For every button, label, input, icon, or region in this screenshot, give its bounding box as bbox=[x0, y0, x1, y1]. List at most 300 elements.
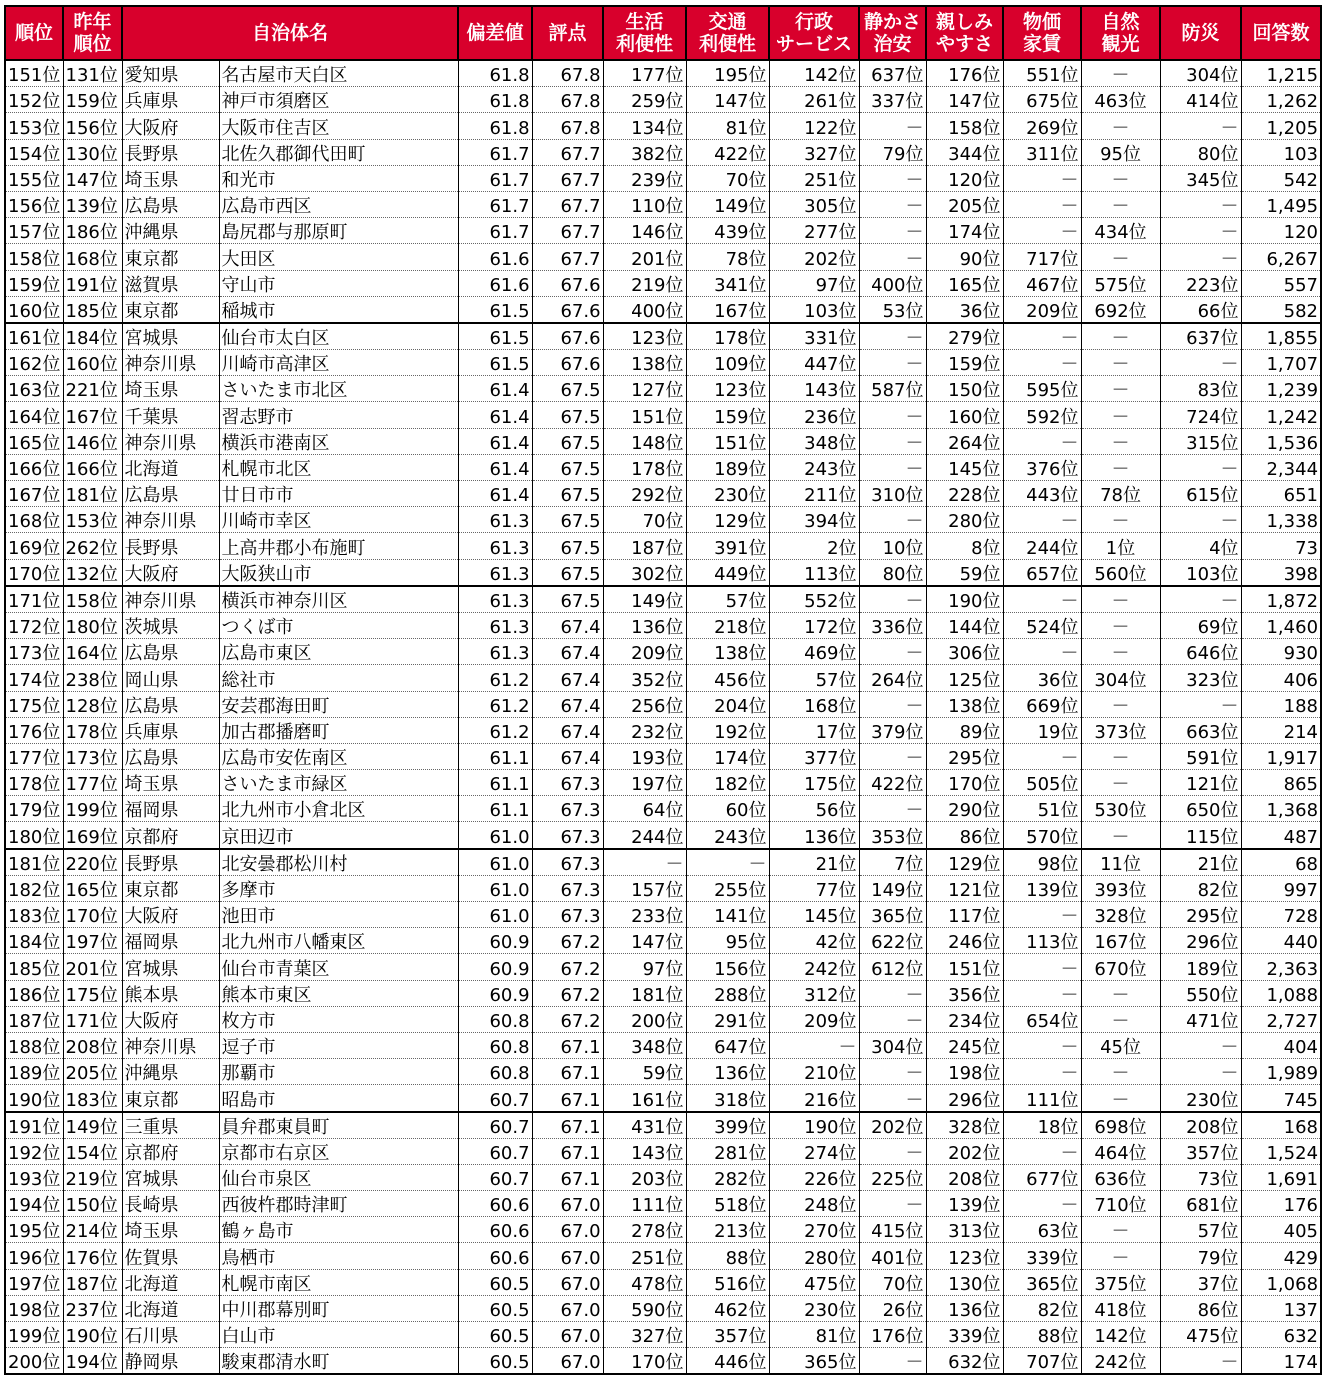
table-row bbox=[5, 296, 1321, 323]
cell-responses: 1,068 bbox=[1241, 1269, 1321, 1295]
table-row bbox=[5, 1138, 1321, 1164]
cell-living-convenience: 138位 bbox=[603, 350, 686, 376]
table-row bbox=[5, 796, 1321, 822]
cell-living-convenience: 157位 bbox=[603, 875, 686, 901]
cell-score: 67.4 bbox=[532, 612, 603, 638]
cell-admin-services: 251位 bbox=[769, 165, 859, 191]
cell-prev-rank: 160位 bbox=[63, 350, 122, 376]
cell-admin-services: － bbox=[769, 1032, 859, 1058]
cell-responses: 1,536 bbox=[1241, 428, 1321, 454]
cell-friendliness: 145位 bbox=[926, 454, 1003, 480]
cell-prices-rent: － bbox=[1003, 507, 1081, 533]
cell-quiet-safety: － bbox=[859, 691, 926, 717]
cell-municipality: 川崎市高津区 bbox=[219, 350, 458, 376]
cell-nature-tourism: － bbox=[1081, 376, 1160, 402]
cell-transport-convenience: 167位 bbox=[686, 296, 769, 323]
cell-quiet-safety: 379位 bbox=[859, 717, 926, 743]
cell-nature-tourism: 78位 bbox=[1081, 481, 1160, 507]
table-row bbox=[5, 139, 1321, 165]
cell-living-convenience: 110位 bbox=[603, 191, 686, 217]
cell-responses: 137 bbox=[1241, 1295, 1321, 1321]
cell-prev-rank: 178位 bbox=[63, 717, 122, 743]
cell-municipality: 広島市安佐南区 bbox=[219, 743, 458, 769]
cell-prev-rank: 197位 bbox=[63, 928, 122, 954]
cell-prev-rank: 131位 bbox=[63, 60, 122, 87]
cell-municipality: 広島市東区 bbox=[219, 639, 458, 665]
cell-admin-services: 57位 bbox=[769, 665, 859, 691]
cell-disaster-prevention: 223位 bbox=[1160, 270, 1241, 296]
cell-disaster-prevention: 66位 bbox=[1160, 296, 1241, 323]
cell-prices-rent: － bbox=[1003, 639, 1081, 665]
cell-prefecture: 神奈川県 bbox=[122, 1032, 219, 1058]
cell-prev-rank: 214位 bbox=[63, 1217, 122, 1243]
cell-prefecture: 神奈川県 bbox=[122, 586, 219, 613]
cell-friendliness: 190位 bbox=[926, 586, 1003, 613]
header-friendliness: 親しみ やすさ bbox=[926, 6, 1003, 60]
table-row bbox=[5, 165, 1321, 191]
cell-prev-rank: 175位 bbox=[63, 980, 122, 1006]
table-row bbox=[5, 691, 1321, 717]
cell-admin-services: 280位 bbox=[769, 1243, 859, 1269]
cell-rank: 200位 bbox=[5, 1348, 63, 1375]
cell-responses: 1,917 bbox=[1241, 743, 1321, 769]
cell-municipality: 枚方市 bbox=[219, 1006, 458, 1032]
cell-friendliness: 632位 bbox=[926, 1348, 1003, 1375]
cell-disaster-prevention: 86位 bbox=[1160, 1295, 1241, 1321]
cell-transport-convenience: 282位 bbox=[686, 1164, 769, 1190]
cell-responses: 1,691 bbox=[1241, 1164, 1321, 1190]
cell-prefecture: 神奈川県 bbox=[122, 507, 219, 533]
cell-admin-services: 242位 bbox=[769, 954, 859, 980]
cell-quiet-safety: 264位 bbox=[859, 665, 926, 691]
cell-nature-tourism: 698位 bbox=[1081, 1112, 1160, 1139]
cell-transport-convenience: 195位 bbox=[686, 60, 769, 87]
cell-score: 67.5 bbox=[532, 507, 603, 533]
cell-municipality: 総社市 bbox=[219, 665, 458, 691]
table-row bbox=[5, 902, 1321, 928]
cell-living-convenience: 327位 bbox=[603, 1322, 686, 1348]
cell-prices-rent: 19位 bbox=[1003, 717, 1081, 743]
cell-quiet-safety: 304位 bbox=[859, 1032, 926, 1058]
cell-friendliness: 246位 bbox=[926, 928, 1003, 954]
cell-friendliness: 295位 bbox=[926, 743, 1003, 769]
cell-disaster-prevention: 82位 bbox=[1160, 875, 1241, 901]
cell-prefecture: 宮城県 bbox=[122, 954, 219, 980]
cell-admin-services: 142位 bbox=[769, 60, 859, 87]
table-row bbox=[5, 507, 1321, 533]
cell-deviation: 60.6 bbox=[458, 1191, 532, 1217]
cell-municipality: 習志野市 bbox=[219, 402, 458, 428]
cell-municipality: さいたま市北区 bbox=[219, 376, 458, 402]
cell-quiet-safety: － bbox=[859, 113, 926, 139]
cell-prices-rent: 717位 bbox=[1003, 244, 1081, 270]
cell-prices-rent: 269位 bbox=[1003, 113, 1081, 139]
cell-nature-tourism: 560位 bbox=[1081, 559, 1160, 586]
cell-score: 67.5 bbox=[532, 533, 603, 559]
cell-prev-rank: 169位 bbox=[63, 822, 122, 849]
cell-prev-rank: 159位 bbox=[63, 87, 122, 113]
cell-nature-tourism: － bbox=[1081, 743, 1160, 769]
cell-disaster-prevention: 591位 bbox=[1160, 743, 1241, 769]
cell-prefecture: 広島県 bbox=[122, 481, 219, 507]
cell-quiet-safety: － bbox=[859, 586, 926, 613]
cell-responses: 1,262 bbox=[1241, 87, 1321, 113]
cell-deviation: 61.2 bbox=[458, 691, 532, 717]
cell-admin-services: 248位 bbox=[769, 1191, 859, 1217]
header-quiet-safety: 静かさ 治安 bbox=[859, 6, 926, 60]
cell-prev-rank: 191位 bbox=[63, 270, 122, 296]
cell-municipality: 大阪狭山市 bbox=[219, 559, 458, 586]
cell-responses: 1,242 bbox=[1241, 402, 1321, 428]
cell-quiet-safety: 415位 bbox=[859, 1217, 926, 1243]
cell-deviation: 61.6 bbox=[458, 270, 532, 296]
cell-transport-convenience: 129位 bbox=[686, 507, 769, 533]
cell-nature-tourism: － bbox=[1081, 612, 1160, 638]
cell-prices-rent: － bbox=[1003, 902, 1081, 928]
cell-admin-services: 136位 bbox=[769, 822, 859, 849]
cell-municipality: 北安曇郡松川村 bbox=[219, 849, 458, 876]
cell-prefecture: 北海道 bbox=[122, 1295, 219, 1321]
table-row bbox=[5, 1191, 1321, 1217]
header-deviation: 偏差値 bbox=[458, 6, 532, 60]
cell-living-convenience: 478位 bbox=[603, 1269, 686, 1295]
cell-deviation: 61.4 bbox=[458, 402, 532, 428]
cell-rank: 156位 bbox=[5, 191, 63, 217]
table-row bbox=[5, 849, 1321, 876]
cell-nature-tourism: 464位 bbox=[1081, 1138, 1160, 1164]
cell-admin-services: 202位 bbox=[769, 244, 859, 270]
cell-deviation: 61.0 bbox=[458, 902, 532, 928]
cell-quiet-safety: － bbox=[859, 1138, 926, 1164]
cell-living-convenience: 251位 bbox=[603, 1243, 686, 1269]
cell-transport-convenience: 174位 bbox=[686, 743, 769, 769]
cell-nature-tourism: － bbox=[1081, 822, 1160, 849]
cell-responses: 1,460 bbox=[1241, 612, 1321, 638]
cell-disaster-prevention: 115位 bbox=[1160, 822, 1241, 849]
table-row bbox=[5, 454, 1321, 480]
cell-transport-convenience: 456位 bbox=[686, 665, 769, 691]
cell-municipality: 鳥栖市 bbox=[219, 1243, 458, 1269]
cell-prices-rent: 376位 bbox=[1003, 454, 1081, 480]
cell-responses: 582 bbox=[1241, 296, 1321, 323]
cell-prev-rank: 190位 bbox=[63, 1322, 122, 1348]
cell-rank: 197位 bbox=[5, 1269, 63, 1295]
cell-municipality: 昭島市 bbox=[219, 1085, 458, 1112]
cell-prefecture: 北海道 bbox=[122, 1269, 219, 1295]
header-nature-tourism: 自然 観光 bbox=[1081, 6, 1160, 60]
cell-prices-rent: 524位 bbox=[1003, 612, 1081, 638]
cell-transport-convenience: 281位 bbox=[686, 1138, 769, 1164]
cell-admin-services: 394位 bbox=[769, 507, 859, 533]
cell-nature-tourism: 95位 bbox=[1081, 139, 1160, 165]
table-row bbox=[5, 743, 1321, 769]
cell-score: 67.7 bbox=[532, 191, 603, 217]
cell-disaster-prevention: 37位 bbox=[1160, 1269, 1241, 1295]
cell-quiet-safety: 70位 bbox=[859, 1269, 926, 1295]
cell-disaster-prevention: 615位 bbox=[1160, 481, 1241, 507]
cell-deviation: 60.8 bbox=[458, 1059, 532, 1085]
cell-rank: 188位 bbox=[5, 1032, 63, 1058]
cell-transport-convenience: 81位 bbox=[686, 113, 769, 139]
cell-admin-services: 211位 bbox=[769, 481, 859, 507]
cell-rank: 151位 bbox=[5, 60, 63, 87]
cell-quiet-safety: 422位 bbox=[859, 770, 926, 796]
cell-prefecture: 兵庫県 bbox=[122, 717, 219, 743]
cell-responses: 73 bbox=[1241, 533, 1321, 559]
cell-quiet-safety: － bbox=[859, 1191, 926, 1217]
table-row bbox=[5, 244, 1321, 270]
cell-friendliness: 264位 bbox=[926, 428, 1003, 454]
cell-friendliness: 280位 bbox=[926, 507, 1003, 533]
cell-score: 67.0 bbox=[532, 1322, 603, 1348]
cell-nature-tourism: 575位 bbox=[1081, 270, 1160, 296]
cell-prefecture: 福岡県 bbox=[122, 928, 219, 954]
cell-deviation: 60.5 bbox=[458, 1269, 532, 1295]
cell-quiet-safety: 202位 bbox=[859, 1112, 926, 1139]
cell-nature-tourism: － bbox=[1081, 454, 1160, 480]
cell-deviation: 60.7 bbox=[458, 1138, 532, 1164]
cell-transport-convenience: 341位 bbox=[686, 270, 769, 296]
cell-responses: 1,205 bbox=[1241, 113, 1321, 139]
cell-living-convenience: 148位 bbox=[603, 428, 686, 454]
table-row bbox=[5, 1164, 1321, 1190]
cell-prefecture: 佐賀県 bbox=[122, 1243, 219, 1269]
cell-score: 67.3 bbox=[532, 796, 603, 822]
cell-friendliness: 279位 bbox=[926, 323, 1003, 350]
cell-admin-services: 42位 bbox=[769, 928, 859, 954]
cell-prefecture: 広島県 bbox=[122, 691, 219, 717]
cell-transport-convenience: 141位 bbox=[686, 902, 769, 928]
cell-score: 67.1 bbox=[532, 1112, 603, 1139]
cell-disaster-prevention: 189位 bbox=[1160, 954, 1241, 980]
cell-quiet-safety: － bbox=[859, 218, 926, 244]
cell-disaster-prevention: － bbox=[1160, 454, 1241, 480]
cell-nature-tourism: － bbox=[1081, 1217, 1160, 1243]
cell-disaster-prevention: 663位 bbox=[1160, 717, 1241, 743]
cell-quiet-safety: － bbox=[859, 165, 926, 191]
cell-friendliness: 123位 bbox=[926, 1243, 1003, 1269]
cell-quiet-safety: － bbox=[859, 428, 926, 454]
cell-score: 67.0 bbox=[532, 1217, 603, 1243]
cell-prefecture: 長野県 bbox=[122, 849, 219, 876]
cell-living-convenience: 201位 bbox=[603, 244, 686, 270]
cell-living-convenience: 143位 bbox=[603, 1138, 686, 1164]
cell-friendliness: 90位 bbox=[926, 244, 1003, 270]
cell-prev-rank: 156位 bbox=[63, 113, 122, 139]
cell-deviation: 61.4 bbox=[458, 481, 532, 507]
cell-prices-rent: 311位 bbox=[1003, 139, 1081, 165]
cell-transport-convenience: 95位 bbox=[686, 928, 769, 954]
cell-prefecture: 東京都 bbox=[122, 244, 219, 270]
cell-rank: 164位 bbox=[5, 402, 63, 428]
cell-rank: 193位 bbox=[5, 1164, 63, 1190]
cell-living-convenience: 187位 bbox=[603, 533, 686, 559]
cell-friendliness: 59位 bbox=[926, 559, 1003, 586]
cell-prefecture: 石川県 bbox=[122, 1322, 219, 1348]
cell-prev-rank: 187位 bbox=[63, 1269, 122, 1295]
cell-nature-tourism: 710位 bbox=[1081, 1191, 1160, 1217]
cell-prefecture: 大阪府 bbox=[122, 113, 219, 139]
cell-disaster-prevention: 357位 bbox=[1160, 1138, 1241, 1164]
cell-friendliness: 313位 bbox=[926, 1217, 1003, 1243]
cell-living-convenience: 161位 bbox=[603, 1085, 686, 1112]
cell-deviation: 61.3 bbox=[458, 639, 532, 665]
cell-living-convenience: 147位 bbox=[603, 928, 686, 954]
cell-friendliness: 356位 bbox=[926, 980, 1003, 1006]
cell-deviation: 61.2 bbox=[458, 665, 532, 691]
cell-transport-convenience: 151位 bbox=[686, 428, 769, 454]
cell-prices-rent: － bbox=[1003, 165, 1081, 191]
cell-transport-convenience: 138位 bbox=[686, 639, 769, 665]
cell-disaster-prevention: － bbox=[1160, 191, 1241, 217]
cell-friendliness: 86位 bbox=[926, 822, 1003, 849]
cell-friendliness: 151位 bbox=[926, 954, 1003, 980]
cell-score: 67.5 bbox=[532, 428, 603, 454]
cell-rank: 159位 bbox=[5, 270, 63, 296]
cell-deviation: 61.0 bbox=[458, 875, 532, 901]
cell-nature-tourism: － bbox=[1081, 770, 1160, 796]
cell-prev-rank: 205位 bbox=[63, 1059, 122, 1085]
cell-responses: 68 bbox=[1241, 849, 1321, 876]
table-row bbox=[5, 928, 1321, 954]
cell-friendliness: 344位 bbox=[926, 139, 1003, 165]
cell-transport-convenience: － bbox=[686, 849, 769, 876]
cell-quiet-safety: － bbox=[859, 1059, 926, 1085]
cell-municipality: 仙台市太白区 bbox=[219, 323, 458, 350]
cell-prev-rank: 146位 bbox=[63, 428, 122, 454]
cell-responses: 214 bbox=[1241, 717, 1321, 743]
cell-prefecture: 福岡県 bbox=[122, 796, 219, 822]
cell-responses: 2,344 bbox=[1241, 454, 1321, 480]
cell-score: 67.3 bbox=[532, 849, 603, 876]
cell-deviation: 60.9 bbox=[458, 928, 532, 954]
cell-responses: 542 bbox=[1241, 165, 1321, 191]
cell-transport-convenience: 88位 bbox=[686, 1243, 769, 1269]
cell-quiet-safety: － bbox=[859, 402, 926, 428]
cell-living-convenience: 127位 bbox=[603, 376, 686, 402]
cell-admin-services: 312位 bbox=[769, 980, 859, 1006]
cell-score: 67.2 bbox=[532, 980, 603, 1006]
cell-prev-rank: 132位 bbox=[63, 559, 122, 586]
cell-admin-services: 56位 bbox=[769, 796, 859, 822]
cell-rank: 177位 bbox=[5, 743, 63, 769]
cell-disaster-prevention: 471位 bbox=[1160, 1006, 1241, 1032]
cell-score: 67.4 bbox=[532, 717, 603, 743]
ranking-table-container bbox=[4, 5, 1320, 1375]
cell-responses: 6,267 bbox=[1241, 244, 1321, 270]
cell-living-convenience: 244位 bbox=[603, 822, 686, 849]
cell-nature-tourism: － bbox=[1081, 586, 1160, 613]
cell-responses: 1,338 bbox=[1241, 507, 1321, 533]
cell-score: 67.8 bbox=[532, 60, 603, 87]
cell-prefecture: 埼玉県 bbox=[122, 1217, 219, 1243]
cell-nature-tourism: 636位 bbox=[1081, 1164, 1160, 1190]
cell-living-convenience: 97位 bbox=[603, 954, 686, 980]
cell-prev-rank: 164位 bbox=[63, 639, 122, 665]
cell-friendliness: 130位 bbox=[926, 1269, 1003, 1295]
cell-rank: 176位 bbox=[5, 717, 63, 743]
cell-transport-convenience: 60位 bbox=[686, 796, 769, 822]
table-row bbox=[5, 191, 1321, 217]
table-row bbox=[5, 1322, 1321, 1348]
cell-admin-services: 97位 bbox=[769, 270, 859, 296]
cell-municipality: 北九州市八幡東区 bbox=[219, 928, 458, 954]
cell-responses: 440 bbox=[1241, 928, 1321, 954]
cell-transport-convenience: 518位 bbox=[686, 1191, 769, 1217]
cell-transport-convenience: 318位 bbox=[686, 1085, 769, 1112]
cell-rank: 178位 bbox=[5, 770, 63, 796]
cell-municipality: 京田辺市 bbox=[219, 822, 458, 849]
cell-quiet-safety: － bbox=[859, 743, 926, 769]
cell-prices-rent: 88位 bbox=[1003, 1322, 1081, 1348]
cell-rank: 196位 bbox=[5, 1243, 63, 1269]
cell-nature-tourism: － bbox=[1081, 1059, 1160, 1085]
cell-prev-rank: 166位 bbox=[63, 454, 122, 480]
cell-admin-services: 365位 bbox=[769, 1348, 859, 1375]
cell-admin-services: 145位 bbox=[769, 902, 859, 928]
cell-score: 67.6 bbox=[532, 270, 603, 296]
cell-responses: 1,707 bbox=[1241, 350, 1321, 376]
cell-prices-rent: 82位 bbox=[1003, 1295, 1081, 1321]
cell-living-convenience: 431位 bbox=[603, 1112, 686, 1139]
cell-rank: 173位 bbox=[5, 639, 63, 665]
cell-nature-tourism: － bbox=[1081, 323, 1160, 350]
cell-quiet-safety: 80位 bbox=[859, 559, 926, 586]
cell-prefecture: 京都府 bbox=[122, 1138, 219, 1164]
cell-responses: 745 bbox=[1241, 1085, 1321, 1112]
cell-living-convenience: 59位 bbox=[603, 1059, 686, 1085]
cell-quiet-safety: 79位 bbox=[859, 139, 926, 165]
table-row bbox=[5, 218, 1321, 244]
cell-responses: 406 bbox=[1241, 665, 1321, 691]
cell-score: 67.3 bbox=[532, 902, 603, 928]
cell-admin-services: 377位 bbox=[769, 743, 859, 769]
cell-deviation: 61.7 bbox=[458, 218, 532, 244]
table-row bbox=[5, 559, 1321, 586]
cell-nature-tourism: 11位 bbox=[1081, 849, 1160, 876]
cell-deviation: 60.9 bbox=[458, 980, 532, 1006]
cell-disaster-prevention: 57位 bbox=[1160, 1217, 1241, 1243]
table-row bbox=[5, 113, 1321, 139]
cell-deviation: 61.3 bbox=[458, 586, 532, 613]
cell-friendliness: 139位 bbox=[926, 1191, 1003, 1217]
cell-friendliness: 158位 bbox=[926, 113, 1003, 139]
header-municipality: 自治体名 bbox=[122, 6, 458, 60]
table-row bbox=[5, 323, 1321, 350]
cell-admin-services: 469位 bbox=[769, 639, 859, 665]
cell-municipality: 京都市右京区 bbox=[219, 1138, 458, 1164]
table-row bbox=[5, 1085, 1321, 1112]
cell-rank: 154位 bbox=[5, 139, 63, 165]
cell-prices-rent: 111位 bbox=[1003, 1085, 1081, 1112]
cell-living-convenience: 123位 bbox=[603, 323, 686, 350]
cell-transport-convenience: 243位 bbox=[686, 822, 769, 849]
cell-quiet-safety: － bbox=[859, 323, 926, 350]
cell-prefecture: 宮城県 bbox=[122, 1164, 219, 1190]
cell-prices-rent: － bbox=[1003, 218, 1081, 244]
cell-rank: 170位 bbox=[5, 559, 63, 586]
cell-quiet-safety: － bbox=[859, 1006, 926, 1032]
cell-score: 67.1 bbox=[532, 1164, 603, 1190]
cell-prices-rent: － bbox=[1003, 980, 1081, 1006]
cell-living-convenience: 149位 bbox=[603, 586, 686, 613]
cell-prices-rent: 551位 bbox=[1003, 60, 1081, 87]
header-transport-convenience: 交通 利便性 bbox=[686, 6, 769, 60]
cell-nature-tourism: 692位 bbox=[1081, 296, 1160, 323]
cell-prev-rank: 158位 bbox=[63, 586, 122, 613]
cell-living-convenience: 111位 bbox=[603, 1191, 686, 1217]
cell-rank: 190位 bbox=[5, 1085, 63, 1112]
